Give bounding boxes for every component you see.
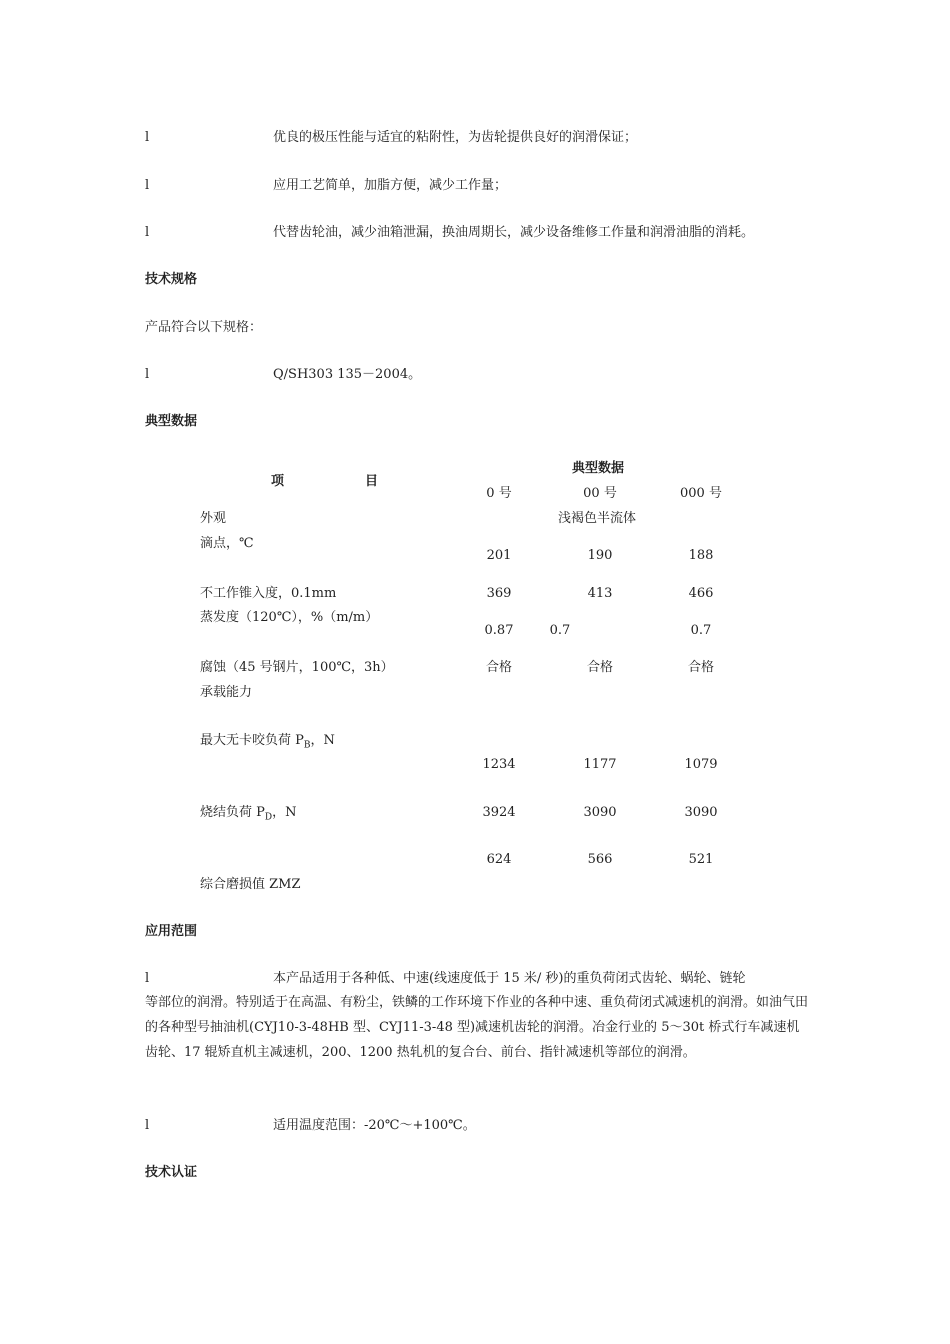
grade-header: 0 号 [486, 486, 512, 501]
feature-text: 优良的极压性能与适宜的粘附性，为齿轮提供良好的润滑保证； [273, 130, 638, 145]
temperature-range: 适用温度范围：-20℃～+100℃。 [273, 1118, 476, 1133]
bullet-marker: l [145, 971, 150, 986]
section-heading-application: 应用范围 [145, 924, 198, 939]
cell-value: 3090 [684, 805, 718, 820]
application-text-first-line: 本产品适用于各种低、中速(线速度低于 15 米/ 秒)的重负荷闭式齿轮、蜗轮、链轮 [273, 971, 746, 986]
row-label: 综合磨损值 ZMZ [200, 877, 301, 892]
row-label: 烧结负荷 $P_D$，N [200, 805, 297, 823]
cell-value: 0.87 [484, 623, 514, 638]
row-label: 蒸发度（120℃），%（m/m） [200, 610, 379, 625]
spec-item: Q/SH303 135－2004。 [273, 367, 422, 382]
bullet-marker: l [145, 367, 150, 382]
application-text: 等部位的润滑。特别适于在高温、有粉尘，铁鳞的工作环境下作业的各种中速、重负荷闭式减速机的润滑。如油气田的各种型号抽油机(CYJ10-3-48HB 型、CYJ11-3-48 型)减速机齿轮的润滑。冶金行业的 5～30t 桥式行车减速机齿轮、17 辊矫直机主减速机，200、1200 热轧机的复合台、前台、指针减速机等部位的润滑。 [145, 995, 809, 1060]
section-heading-spec: 技术规格 [145, 272, 198, 287]
cell-value: 369 [486, 586, 512, 601]
cell-value: 0.7 [690, 623, 712, 638]
cell-value: 0.7 [549, 623, 571, 638]
cell-value: 521 [688, 852, 714, 867]
cell-value: 1177 [583, 757, 617, 772]
row-label: 不工作锥入度，0.1mm [200, 586, 337, 601]
cell-value: 合格 [586, 660, 613, 675]
cell-value: 3924 [482, 805, 516, 820]
bullet-marker: l [145, 1118, 150, 1133]
feature-text: 应用工艺简单，加脂方便，减少工作量； [273, 178, 508, 193]
row-label: 外观 [200, 511, 227, 526]
cell-value: 190 [587, 548, 613, 563]
grade-header: 000 号 [680, 486, 722, 501]
bullet-marker: l [145, 178, 150, 193]
cell-value: 1079 [684, 757, 718, 772]
grade-header: 00 号 [583, 486, 617, 501]
cell-value: 188 [688, 548, 714, 563]
section-heading-typical: 典型数据 [145, 414, 198, 429]
cell-value: 3090 [583, 805, 617, 820]
cell-value: 466 [688, 586, 714, 601]
bullet-marker: l [145, 130, 150, 145]
section-heading-certification: 技术认证 [145, 1165, 198, 1180]
row-label: 滴点，℃ [200, 536, 254, 551]
cell-value: 624 [486, 852, 512, 867]
cell-value: 合格 [485, 660, 512, 675]
row-label: 腐蚀（45 号钢片，100℃，3h） [200, 660, 394, 675]
table-header-item-a: 项 [271, 474, 285, 489]
cell-value: 413 [587, 586, 613, 601]
cell-value: 浅褐色半流体 [558, 511, 637, 526]
row-label: 最大无卡咬负荷 $P_B$，N [200, 733, 335, 751]
feature-text: 代替齿轮油，减少油箱泄漏，换油周期长，减少设备维修工作量和润滑油脂的消耗。 [273, 225, 755, 240]
table-header-group: 典型数据 [572, 461, 625, 476]
table-header-item-b: 目 [365, 474, 379, 489]
cell-value: 566 [587, 852, 613, 867]
row-label: 承载能力 [200, 685, 253, 700]
cell-value: 201 [486, 548, 512, 563]
cell-value: 合格 [687, 660, 714, 675]
bullet-marker: l [145, 225, 150, 240]
spec-intro: 产品符合以下规格： [145, 320, 263, 335]
cell-value: 1234 [482, 757, 516, 772]
